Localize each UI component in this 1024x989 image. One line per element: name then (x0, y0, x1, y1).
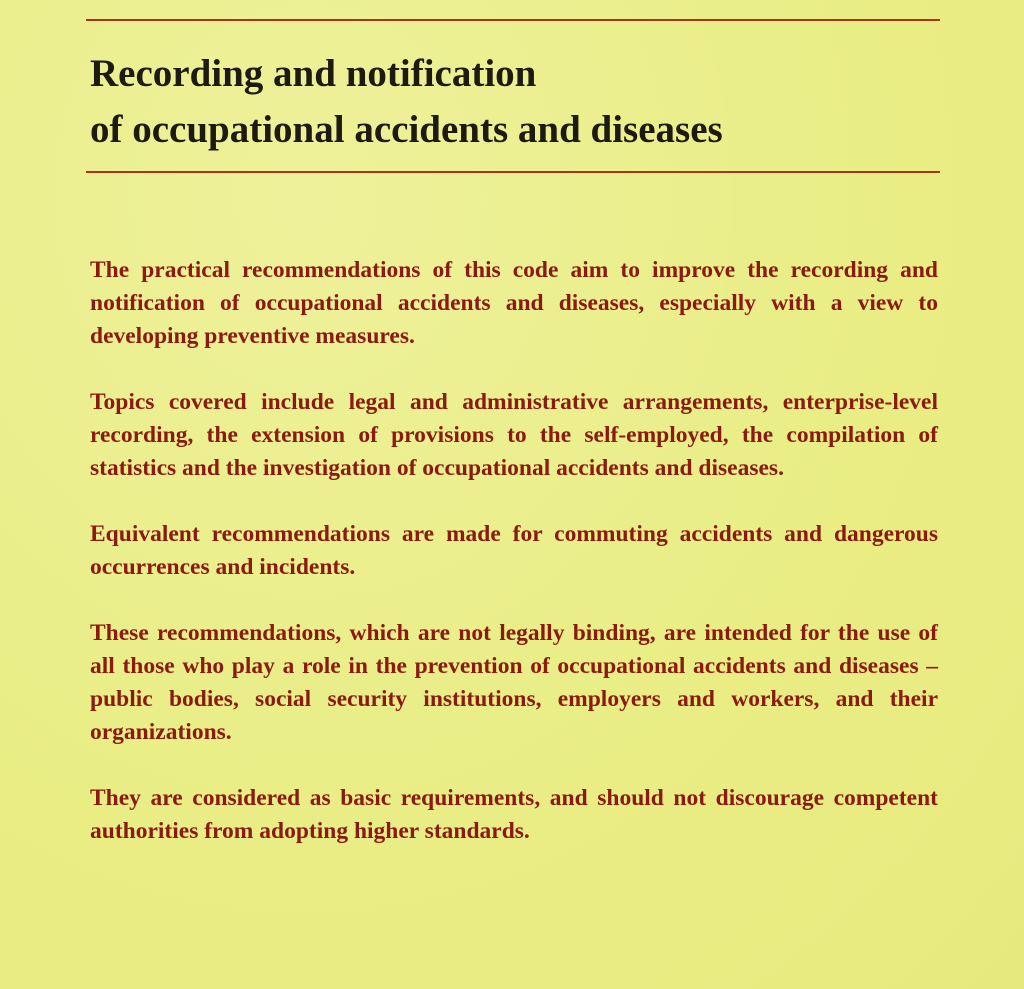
paragraph-topics: Topics covered include legal and administrative arrangements, enterprise-level recording, the extension of provisions to the self-employed, the compilation of statistics and the investigation of occupational accidents and diseases. (90, 389, 938, 481)
paragraph-equivalent: Equivalent recommendations are made for commuting accidents and dangerous occurrences and incidents. (90, 521, 938, 580)
paragraph-requirements: They are considered as basic requirements, and should not discourage competent authorities from adopting higher standards. (90, 785, 938, 844)
title-line-2: of occupational accidents and diseases (90, 108, 723, 151)
bottom-divider-rule (86, 171, 940, 173)
paragraph-purpose: The practical recommendations of this code aim to improve the recording and notification of occupational accidents and diseases, especially with a view to developing preventive measures. (90, 257, 938, 349)
page-title (90, 46, 940, 158)
paragraph-audience: These recommendations, which are not legally binding, are intended for the use of all those who play a role in the prevention of occupational accidents and diseases – public bodies, social security institutions, employers and workers, and their organizations. (90, 620, 938, 745)
top-divider-rule (86, 19, 940, 21)
title-line-1: Recording and notification (90, 52, 537, 95)
description-body (90, 254, 938, 881)
